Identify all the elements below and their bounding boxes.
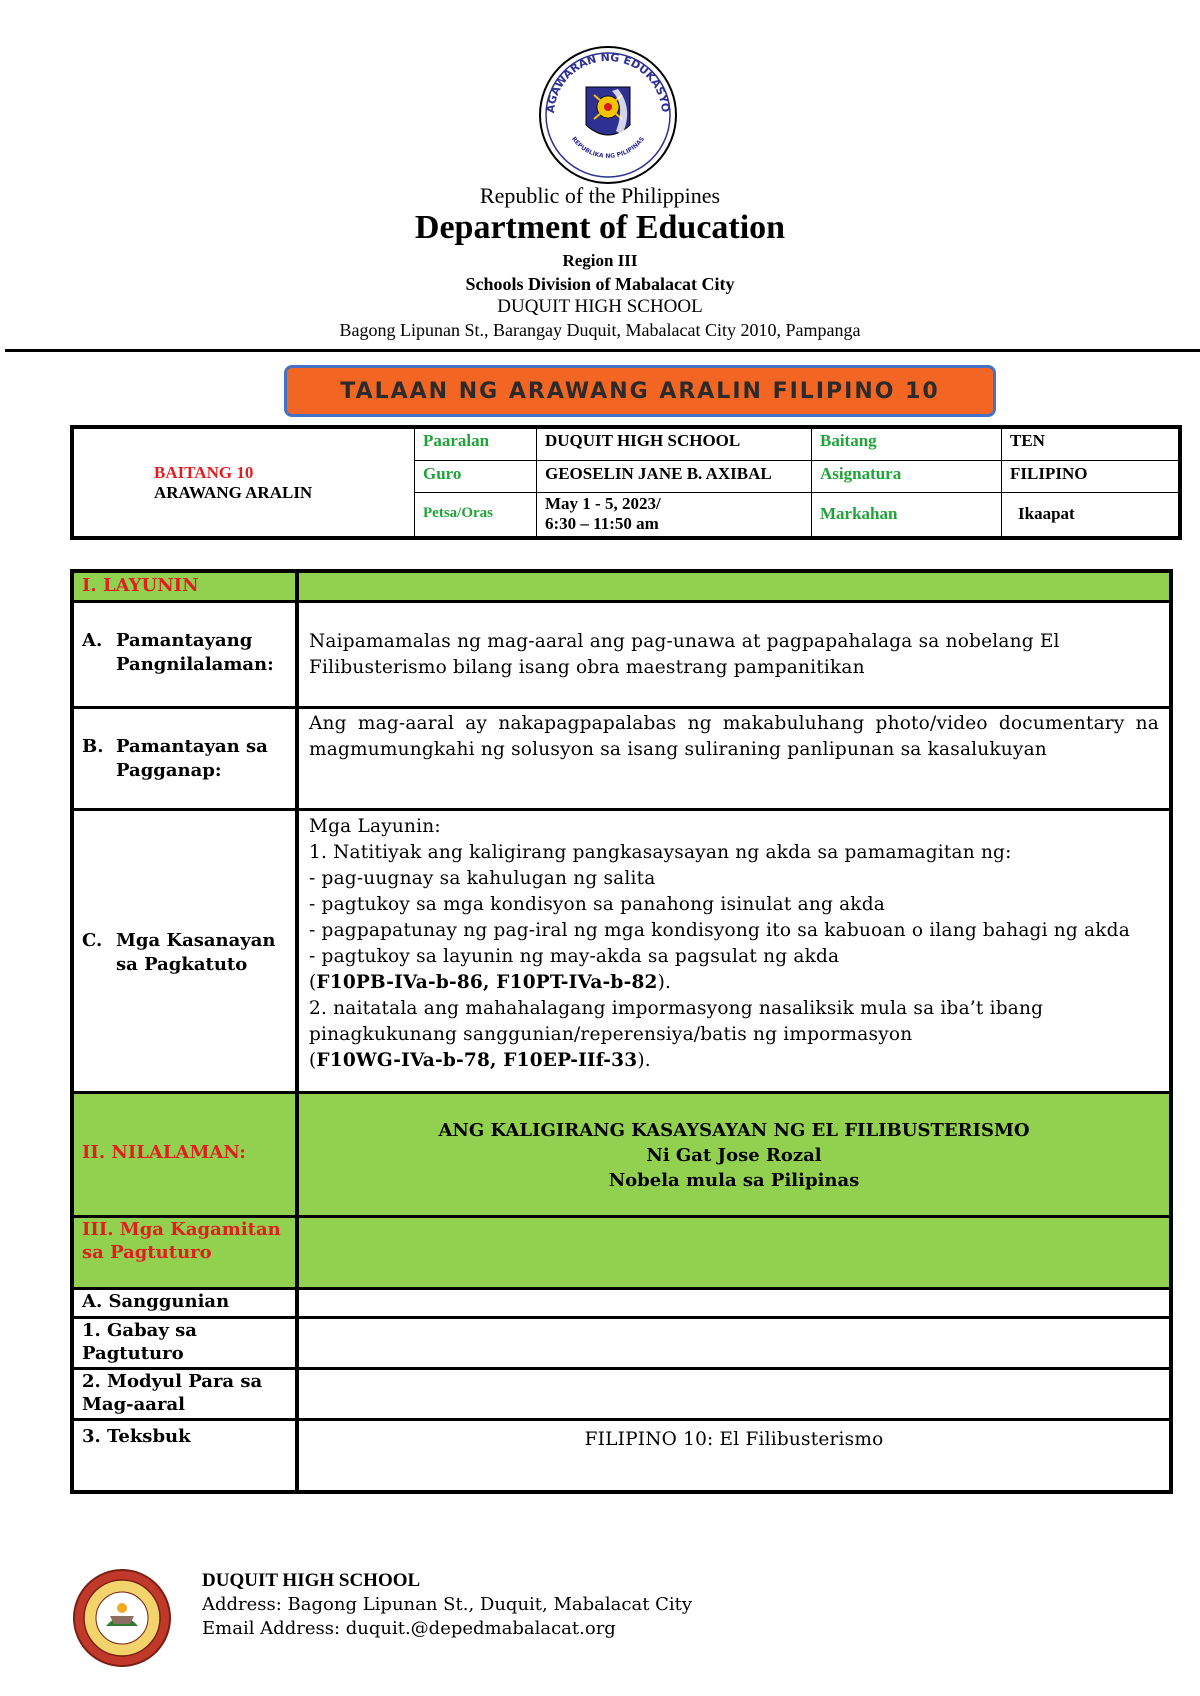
objective-1-item: - pag-uugnay sa kahulugan ng salita <box>309 868 656 889</box>
competency-code: F10WG-IVa-b-78, F10EP-IIf-33 <box>316 1050 638 1071</box>
info-label-baitang: Baitang <box>811 428 1001 460</box>
row-mga-kasanayan <box>74 811 1169 1091</box>
column-divider <box>295 573 299 1490</box>
label-b-letter: B. <box>82 736 104 757</box>
nilalaman-content <box>299 1094 1169 1215</box>
objective-2: 2. naitatala ang mahahalagang impormasyong nasaliksik mula sa iba’t ibang pinagkukunang sanggunian/reperensiya/batis ng impormasyon <box>309 998 1044 1045</box>
teksbuk-value: FILIPINO 10: El Filibusterismo <box>584 1429 884 1450</box>
row-pamantayan-pagganap <box>74 709 1169 808</box>
info-grade-label: BAITANG 10 <box>154 462 254 482</box>
gabay-label: 1. Gabay sa Pagtuturo <box>74 1319 299 1367</box>
teksbuk-label: 3. Teksbuk <box>74 1421 299 1490</box>
modyul-label: 2. Modyul Para sa Mag-aaral <box>74 1370 299 1418</box>
nilalaman-label: II. NILALAMAN: <box>74 1094 299 1215</box>
row-modyul <box>74 1370 1169 1418</box>
competency-code: F10PB-IVa-b-86, F10PT-IVa-b-82 <box>316 972 658 993</box>
objective-1-item: - pagtukoy sa mga kondisyon sa panahong isinulat ang akda <box>309 894 885 915</box>
text-c <box>299 811 1169 1091</box>
kagamitan-label: III. Mga Kagamitan sa Pagtuturo <box>74 1218 299 1287</box>
info-lesson-label: ARAWANG ARALIN <box>154 482 313 502</box>
label-c-line2: sa Pagkatuto <box>116 954 248 975</box>
header-address: Bagong Lipunan St., Barangay Duquit, Mabalacat City 2010, Pampanga <box>339 320 861 340</box>
competency-codes-2 <box>309 1048 1159 1074</box>
info-value-baitang: TEN <box>1001 428 1178 460</box>
info-label-markahan: Markahan <box>811 492 1001 536</box>
nilalaman-subtitle: Nobela mula sa Pilipinas <box>608 1170 860 1191</box>
label-c-line1: Mga Kasanayan <box>116 930 276 951</box>
lesson-plan-table <box>70 569 1173 1494</box>
paren-close: ). <box>637 1050 651 1071</box>
row-nilalaman <box>74 1094 1169 1215</box>
title-banner <box>284 365 996 417</box>
objectives-heading: Mga Layunin: <box>309 816 441 837</box>
footer-school-name: DUQUIT HIGH SCHOOL <box>202 1570 421 1591</box>
row-sanggunian <box>74 1290 1169 1316</box>
footer-address: Address: Bagong Lipunan St., Duquit, Mabalacat City <box>202 1594 693 1615</box>
row-teksbuk <box>74 1421 1169 1490</box>
sanggunian-label: A. Sanggunian <box>74 1290 299 1316</box>
footer-email: Email Address: duquit.@depedmabalacat.org <box>202 1618 616 1639</box>
header-republic: Republic of the Philippines <box>479 183 721 208</box>
label-a-line2: Pangnilalaman: <box>116 654 274 675</box>
info-table <box>70 425 1182 540</box>
info-label-guro: Guro <box>414 460 536 492</box>
info-time: 6:30 – 11:50 am <box>545 514 659 533</box>
header-divider <box>5 349 1200 352</box>
nilalaman-author: Ni Gat Jose Rozal <box>646 1145 822 1166</box>
info-date: May 1 - 5, 2023/ <box>545 494 661 513</box>
nilalaman-title: ANG KALIGIRANG KASAYSAYAN NG EL FILIBUSTERISMO <box>438 1120 1030 1141</box>
paren-close: ). <box>657 972 672 993</box>
objective-1: 1. Natitiyak ang kaligirang pangkasaysayan ng akda sa pamamagitan ng: <box>309 842 1012 863</box>
text-b: Ang mag-aaral ay nakapagpapalabas ng makabuluhang photo/video documentary na magmumungkahi ng solusyon sa isang suliraning panlipunan sa kasalukuyan <box>309 713 1159 760</box>
text-a: Naipamamalas ng mag-aaral ang pag-unawa at pagpapahalaga sa nobelang El Filibusterismo bilang isang obra maestrang pampanitikan <box>309 631 1060 678</box>
label-a <box>74 603 299 706</box>
layunin-label: I. LAYUNIN <box>74 573 299 600</box>
label-a-letter: A. <box>82 630 103 651</box>
deped-seal-logo <box>538 45 678 185</box>
info-label-asignatura: Asignatura <box>811 460 1001 492</box>
header-school: DUQUIT HIGH SCHOOL <box>497 296 703 317</box>
info-grade-cell <box>74 429 414 536</box>
objective-1-item: - pagpapatunay ng pag-iral ng mga kondisyong ito sa kabuoan o ilang bahagi ng akda <box>309 920 1130 941</box>
header-department: Department of Education <box>414 209 786 246</box>
row-kagamitan <box>74 1218 1169 1287</box>
info-value-asignatura: FILIPINO <box>1001 460 1178 492</box>
info-label-paaralan: Paaralan <box>414 428 536 460</box>
info-value-petsa <box>536 492 811 536</box>
info-value-paaralan: DUQUIT HIGH SCHOOL <box>536 428 811 460</box>
header-region: Region III <box>562 251 638 270</box>
row-gabay <box>74 1319 1169 1367</box>
label-c <box>74 811 299 1091</box>
svg-text:KAGAWARAN NG EDUKASYON: AGAWARAN NG EDUKASYO <box>543 50 673 114</box>
label-b <box>74 709 299 808</box>
label-c-letter: C. <box>82 930 103 951</box>
header-division: Schools Division of Mabalacat City <box>465 274 735 294</box>
paren-open: ( <box>309 1050 317 1071</box>
row-pamantayang-pangnilalaman <box>74 603 1169 706</box>
objective-1-item: - pagtukoy sa layunin ng may-akda sa pagsulat ng akda <box>309 946 840 967</box>
info-value-guro: GEOSELIN JANE B. AXIBAL <box>536 460 811 492</box>
svg-text:REPUBLIKA NG PILIPINAS: REPUBLIKA NG PILIPINAS <box>569 135 647 160</box>
label-b-line1: Pamantayan sa <box>116 736 268 757</box>
school-logo <box>72 1568 172 1668</box>
label-a-line1: Pamantayang <box>116 630 253 651</box>
label-b-line2: Pagganap: <box>116 760 222 781</box>
title-text: TALAAN NG ARAWANG ARALIN FILIPINO 10 <box>340 378 940 404</box>
row-layunin <box>74 573 1169 600</box>
info-value-markahan: Ikaapat <box>1001 492 1178 536</box>
paren-open: ( <box>309 972 317 993</box>
competency-codes-1 <box>309 970 1159 996</box>
info-label-petsa: Petsa/Oras <box>414 492 536 536</box>
